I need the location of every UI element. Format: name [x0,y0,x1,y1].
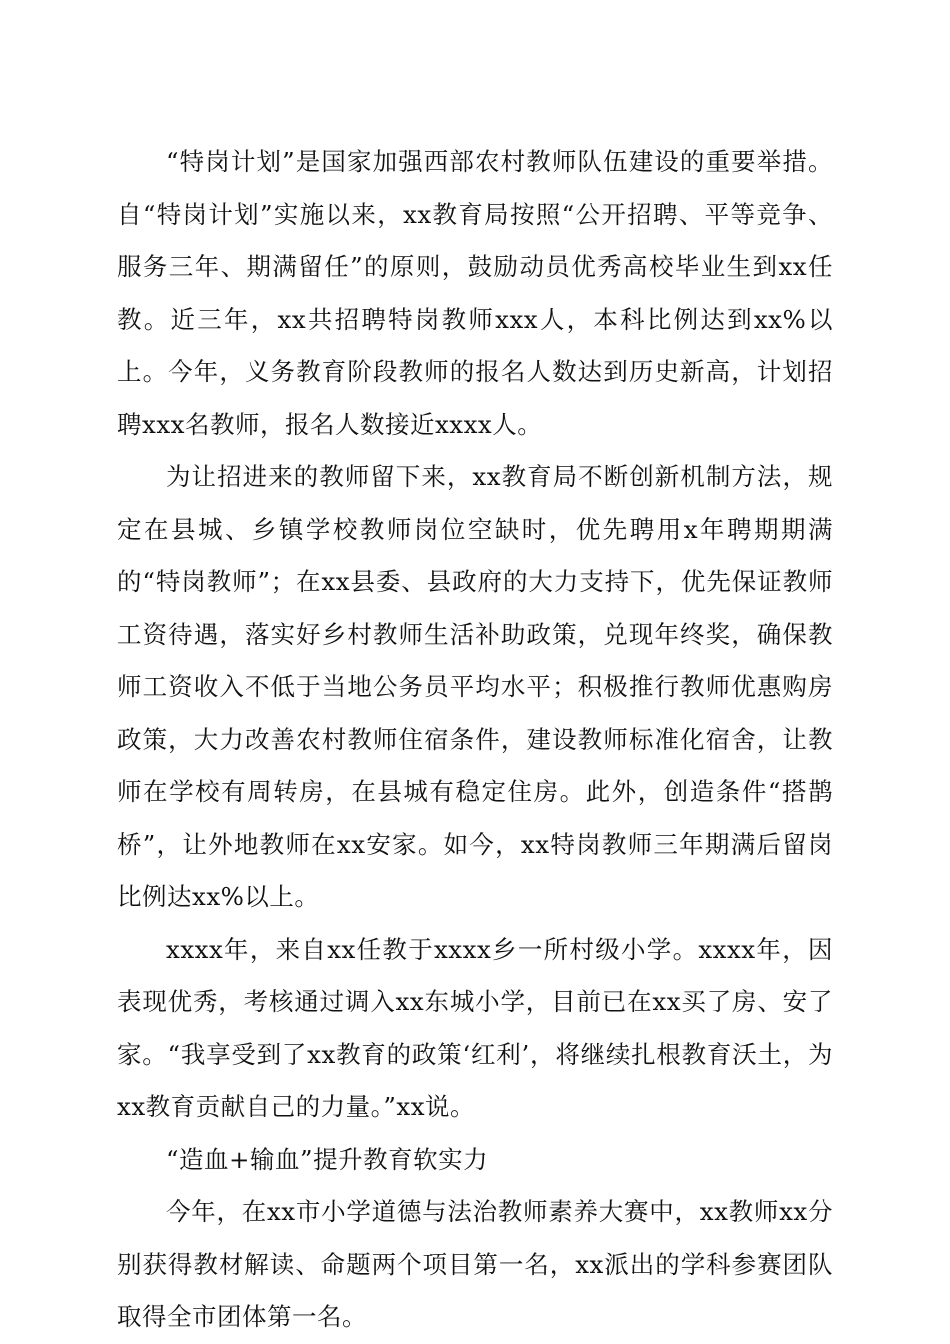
paragraph-retention: 为让招进来的教师留下来，xx教育局不断创新机制方法，规定在县城、乡镇学校教师岗位空缺时，优先聘用x年聘期期满的“特岗教师”；在xx县委、县政府的大力支持下，优先保证教师工资待遇，落实好乡村教师生活补助政策，兑现年终奖，确保教师工资收入不低于当地公务员平均水平；积极推行教师优惠购房政策，大力改善农村教师住宿条件，建设教师标准化宿舍，让教师在学校有周转房，在县城有稳定住房。此外，创造条件“搭鹊桥”，让外地教师在xx安家。如今，xx特岗教师三年期满后留岗比例达xx%以上。 [117,462,833,911]
paragraph-recruitment: “特岗计划”是国家加强西部农村教师队伍建设的重要举措。自“特岗计划”实施以来，xx教育局按照“公开招聘、平等竞争、服务三年、期满留任”的原则，鼓励动员优秀高校毕业生到xx任教。近三年，xx共招聘特岗教师xxx人，本科比例达到xx%以上。今年，义务教育阶段教师的报名人数达到历史新高，计划招聘xxx名教师，报名人数接近xxxx人。 [117,147,833,439]
section-heading: “造血+输血”提升教育软实力 [166,1144,489,1174]
paragraph-competition: 今年，在xx市小学道德与法治教师素养大赛中，xx教师xx分别获得教材解读、命题两个项目第一名，xx派出的学科参赛团队取得全市团体第一名。 [117,1197,833,1331]
document-body [117,136,833,1344]
paragraph-teacher-story: xxxx年，来自xx任教于xxxx乡一所村级小学。xxxx年，因表现优秀，考核通过调入xx东城小学，目前已在xx买了房、安了家。“我享受到了xx教育的政策‘红利’，将继续扎根教育沃土，为xx教育贡献自己的力量。”xx说。 [117,934,833,1121]
